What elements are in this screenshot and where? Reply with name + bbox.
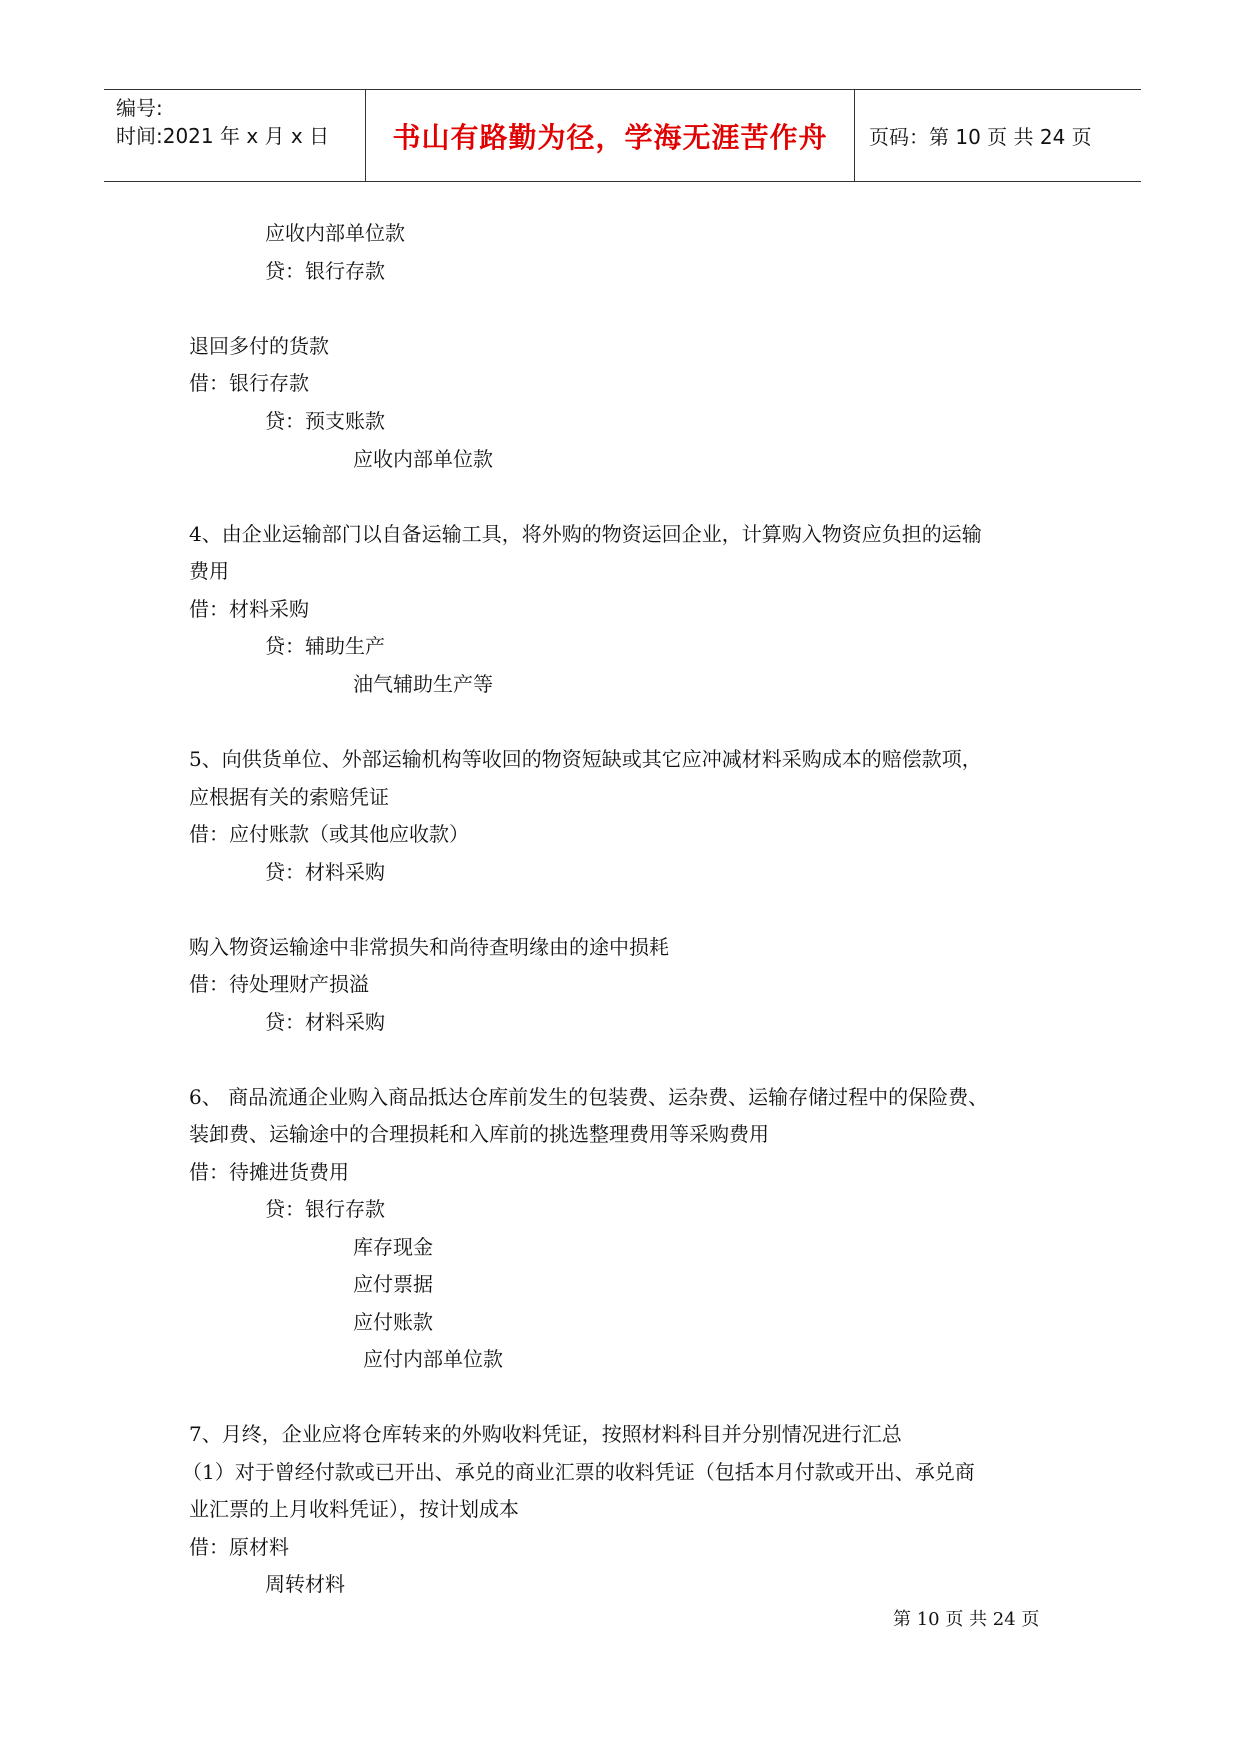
serial-number-label: 编号: — [116, 96, 163, 120]
document-header — [104, 89, 1141, 182]
motto-text: 书山有路勤为径，学海无涯苦作舟 — [392, 120, 828, 154]
body-line: 退回多付的货款 — [189, 334, 329, 358]
body-line: （1）对于曾经付款或已开出、承兑的商业汇票的收料凭证（包括本月付款或开出、承兑商 — [182, 1460, 975, 1484]
header-page-cell — [855, 90, 1141, 181]
body-line: 7、月终，企业应将仓库转来的外购收料凭证，按照材料科目并分别情况进行汇总 — [189, 1422, 902, 1446]
body-line: 油气辅助生产等 — [353, 672, 493, 696]
body-line: 借：待处理财产损溢 — [189, 972, 369, 996]
body-line: 6、 商品流通企业购入商品抵达仓库前发生的包装费、运杂费、运输存储过程中的保险费、 — [189, 1085, 989, 1109]
body-line: 业汇票的上月收料凭证），按计划成本 — [189, 1497, 519, 1521]
body-line: 贷：材料采购 — [265, 1010, 385, 1034]
body-line: 购入物资运输途中非常损失和尚待查明缘由的途中损耗 — [189, 935, 669, 959]
header-left-cell — [104, 90, 366, 181]
body-line: 应付票据 — [353, 1272, 433, 1296]
body-line: 贷：辅助生产 — [265, 634, 385, 658]
body-line: 应付账款 — [353, 1310, 433, 1334]
body-line: 贷：材料采购 — [265, 860, 385, 884]
body-line: 5、向供货单位、外部运输机构等收回的物资短缺或其它应冲减材料采购成本的赔偿款项， — [189, 747, 982, 771]
body-line: 费用 — [189, 559, 229, 583]
header-motto-cell — [366, 90, 855, 181]
time-label: 时间:2021 年 x 月 x 日 — [116, 124, 330, 148]
page-footer: 第 10 页 共 24 页 — [893, 1609, 1040, 1630]
body-line: 应付内部单位款 — [363, 1347, 503, 1371]
body-line: 应收内部单位款 — [265, 221, 405, 245]
body-line: 借：应付账款（或其他应收款） — [189, 822, 469, 846]
body-line: 库存现金 — [353, 1235, 433, 1259]
body-line: 借：原材料 — [189, 1535, 289, 1559]
body-line: 应收内部单位款 — [353, 447, 493, 471]
body-line: 应根据有关的索赔凭证 — [189, 785, 389, 809]
body-line: 借：银行存款 — [189, 371, 309, 395]
body-line: 借：待摊进货费用 — [189, 1160, 349, 1184]
body-line: 周转材料 — [265, 1572, 345, 1596]
body-line: 装卸费、运输途中的合理损耗和入库前的挑选整理费用等采购费用 — [189, 1122, 769, 1146]
body-line: 借：材料采购 — [189, 597, 309, 621]
body-line: 4、由企业运输部门以自备运输工具，将外购的物资运回企业，计算购入物资应负担的运输 — [189, 522, 982, 546]
body-line: 贷：预支账款 — [265, 409, 385, 433]
page-code-label: 页码：第 10 页 共 24 页 — [869, 125, 1092, 149]
body-line: 贷：银行存款 — [265, 1197, 385, 1221]
body-line: 贷：银行存款 — [265, 259, 385, 283]
